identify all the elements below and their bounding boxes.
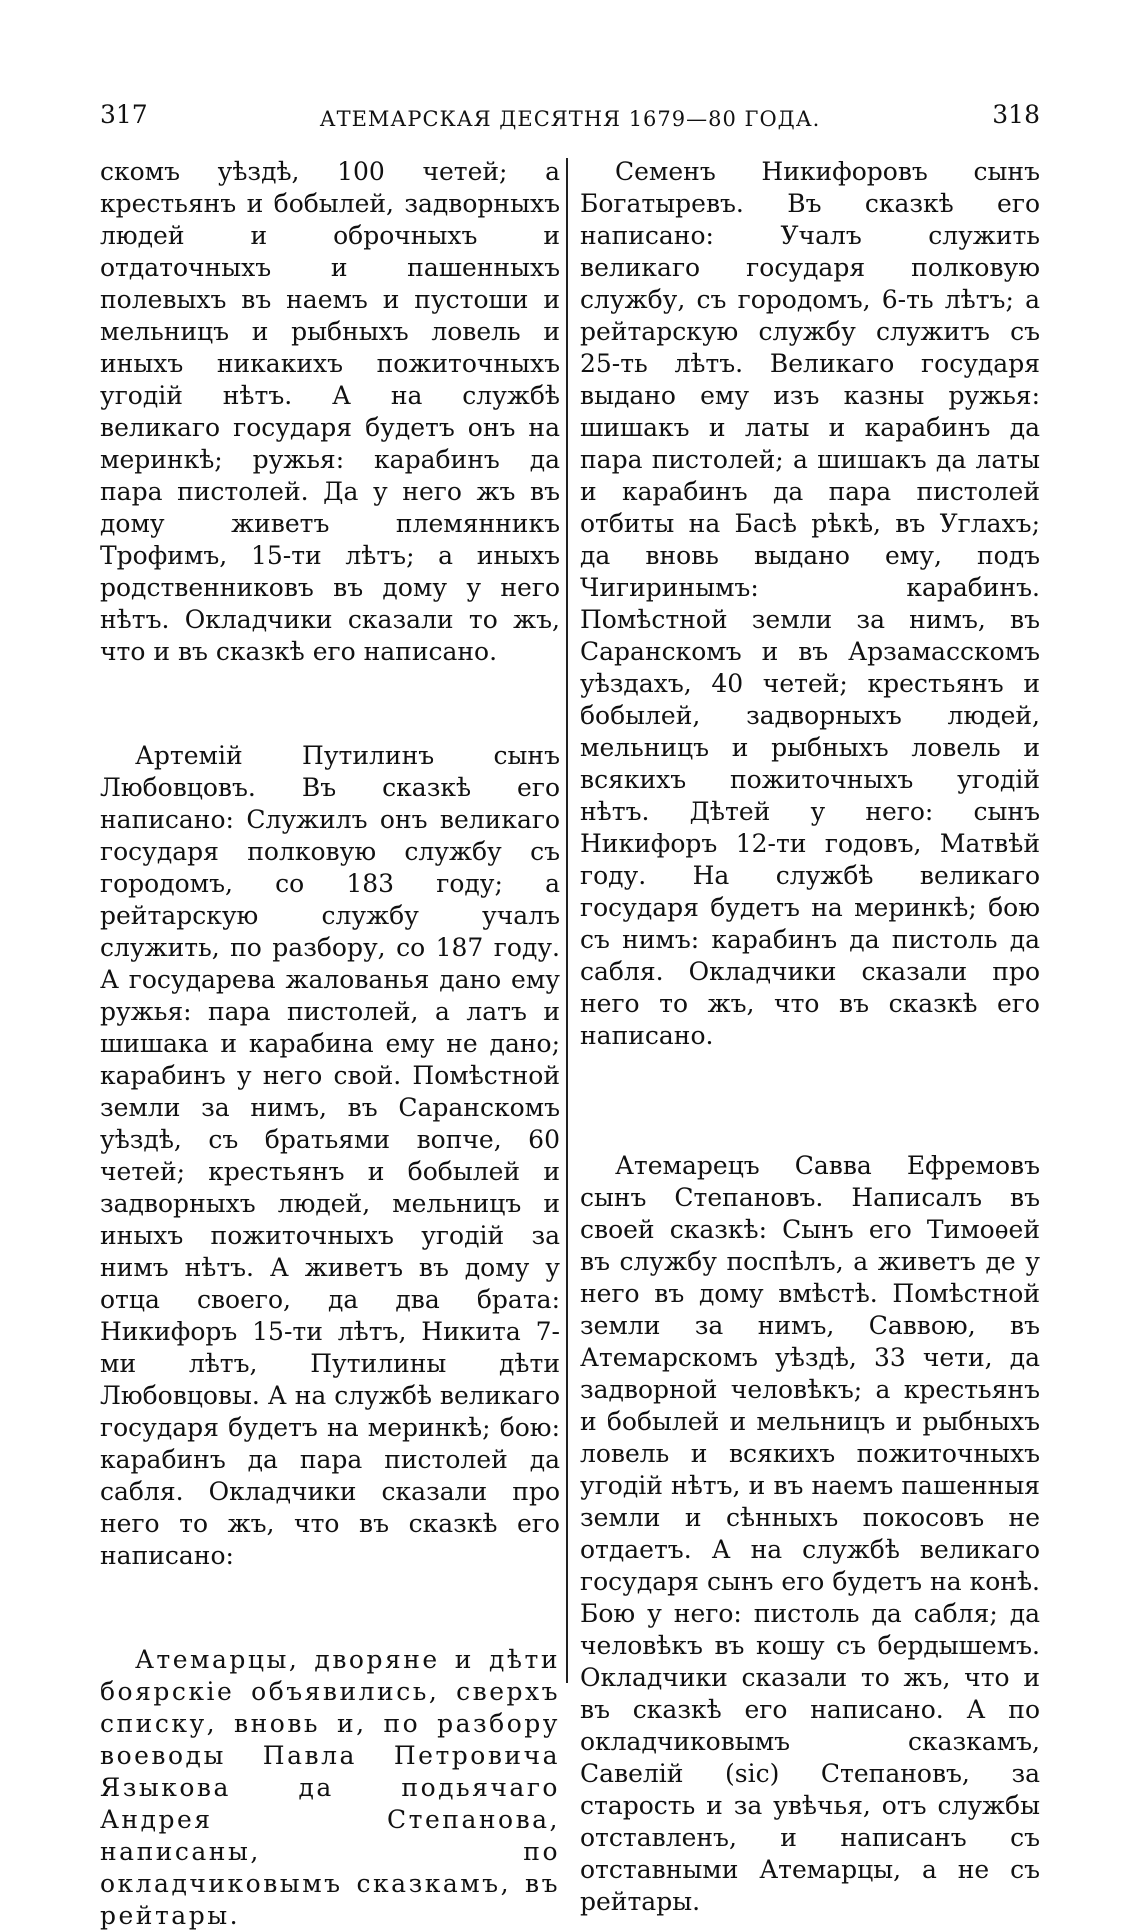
left-page-number: 317 <box>100 100 148 129</box>
left-column <box>100 156 560 1932</box>
paragraph-savva: Атемарецъ Савва Ефремовъ сынъ Степановъ. Написалъ въ своей сказкѣ: Сынъ его Тимоѳей въ службу поспѣлъ, а живетъ де у него въ дому вмѣстѣ. Помѣстной земли за нимъ, Саввою, въ Атемарскомъ уѣздѣ, 33 чети, да задворной человѣкъ; а крестьянъ и бобылей и мельницъ и рыбныхъ ловель и всякихъ пожиточныхъ угодій нѣтъ, и въ наемъ пашенныя земли и сѣнныхъ покосовъ не отдаетъ. А на службѣ великаго государя сынъ его будетъ на конѣ. Бою у него: пистоль да сабля; да человѣкъ въ кошу съ бердышемъ. Окладчики сказали то жъ, что и въ сказкѣ его написано. А по окладчиковымъ сказкамъ, Савелій (sic) Степановъ, за старость и за увѣчья, отъ службы отставленъ, и написанъ съ отставными Атемарцы, а не съ рейтары. <box>580 1151 1040 1916</box>
right-page-number: 318 <box>992 100 1040 129</box>
paragraph-artemiy: Артемій Путилинъ сынъ Любовцовъ. Въ сказкѣ его написано: Служилъ онъ великаго государя полковую службу съ городомъ, со 183 году; а рейтарскую службу учалъ служить, по разбору, со 187 году. А государева жалованья дано ему ружья: пара пистолей, а латъ и шишака и карабина ему не дано; карабинъ у него свой. Помѣстной земли за нимъ, въ Саранскомъ уѣздѣ, съ братьями вопче, 60 четей; крестьянъ и бобылей и задворныхъ людей, мельницъ и иныхъ пожиточныхъ угодій за нимъ нѣтъ. А живетъ въ дому у отца своего, да два брата: Никифоръ 15-ти лѣтъ, Никита 7-ми лѣтъ, Путилины дѣти Любовцовы. А на службѣ великаго государя будетъ на меринкѣ; бою: карабинъ да пара пистолей да сабля. Окладчики сказали про него то жъ, что въ сказкѣ его написано: <box>100 741 560 1570</box>
column-divider <box>566 158 568 1683</box>
paragraph-semen: Семенъ Никифоровъ сынъ Богатыревъ. Въ сказкѣ его написано: Учалъ служить великаго государя полковую службу, съ городомъ, 6-ть лѣтъ; а рейтарскую службу служитъ съ 25-ть лѣтъ. Великаго государя выдано ему изъ казны ружья: шишакъ и латы и карабинъ да пара пистолей; а шишакъ да латы и карабинъ да пара пистолей отбиты на Басѣ рѣкѣ, въ Углахъ; да вновь выдано ему, подъ Чигиринымъ: карабинъ. Помѣстной земли за нимъ, въ Саранскомъ и въ Арзамасскомъ уѣздахъ, 40 четей; крестьянъ и бобылей, задворныхъ людей, мельницъ и рыбныхъ ловель и всякихъ пожиточныхъ угодій нѣтъ. Дѣтей у него: сынъ Никифоръ 12-ти годовъ, Матвѣй году. На службѣ великаго государя будетъ на меринкѣ; бою съ нимъ: карабинъ да пистоль да сабля. Окладчики сказали про него то жъ, что въ сказкѣ его написано. <box>580 157 1040 1050</box>
right-column <box>580 156 1040 1918</box>
page-header <box>100 100 1040 140</box>
paragraph-continuation: скомъ уѣздѣ, 100 четей; а крестьянъ и бобылей, задворныхъ людей и оброчныхъ и отдаточныхъ и пашенныхъ полевыхъ въ наемъ и пустоши и мельницъ и рыбныхъ ловель и иныхъ никакихъ пожиточныхъ угодій нѣтъ. А на службѣ великаго государя будетъ онъ на меринкѣ; ружья: карабинъ да пара пистолей. Да у него жъ въ дому живетъ племянникъ Трофимъ, 15-ти лѣтъ; а иныхъ родственниковъ въ дому у него нѣтъ. Окладчики сказали то жъ, что и въ сказкѣ его написано. <box>100 157 560 666</box>
section-heading-paragraph: Атемарцы, дворяне и дѣти боярскіе объявились, сверхъ списку, вновь и, по разбору воеводы Павла Петровича Языкова да подьячаго Андрея Степанова, написаны, по окладчиковымъ сказкамъ, въ рейтары. <box>100 1645 560 1930</box>
running-title: АТЕМАРСКАЯ ДЕСЯТНЯ 1679—80 ГОДА. <box>319 107 821 131</box>
